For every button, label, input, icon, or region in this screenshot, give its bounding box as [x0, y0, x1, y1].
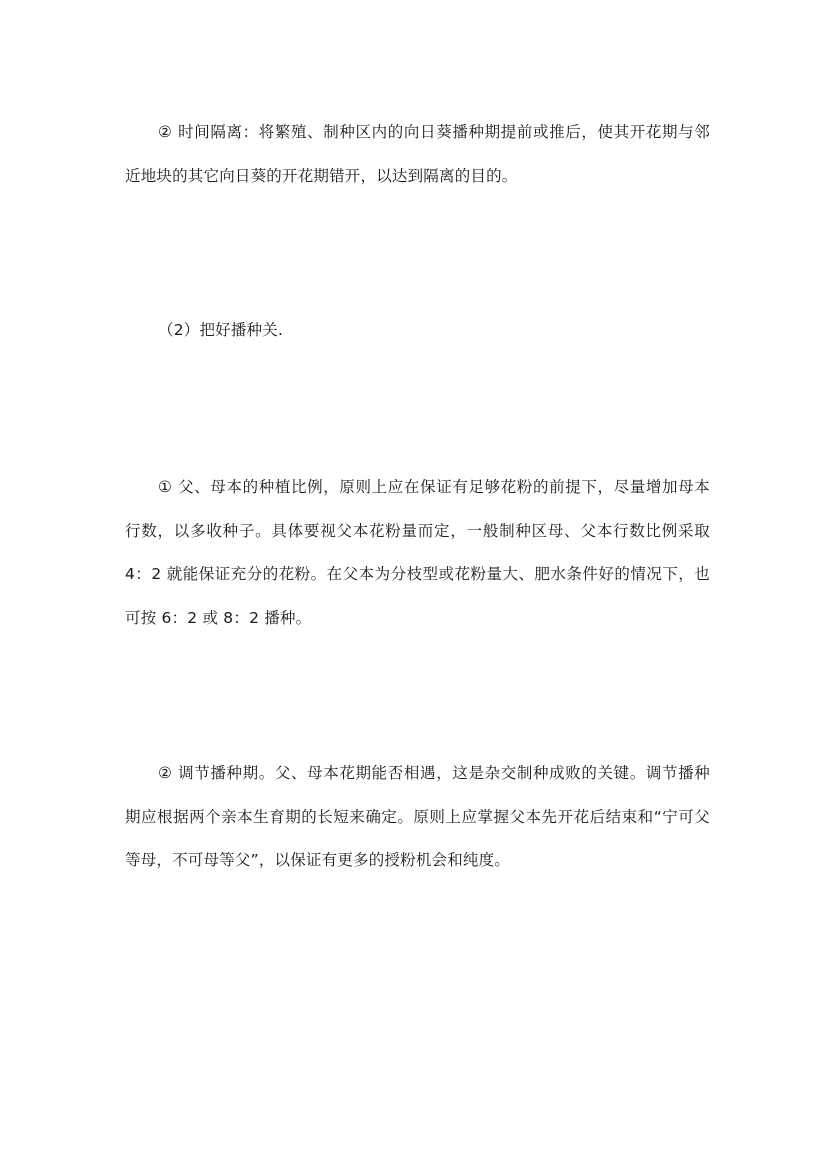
paragraph-sowing-timing: ② 调节播种期。父、母本花期能否相遇，这是杂交制种成败的关键。调节播种期应根据两个亲本生育期的长短来确定。原则上应掌握父本先开花后结束和“宁可父等母，不可母等父”，以保证有更多的授粉机会和纯度。 [125, 764, 710, 869]
paragraph-time-isolation: ② 时间隔离：将繁殖、制种区内的向日葵播种期提前或推后，使其开花期与邻近地块的其它向日葵的开花期错开，以达到隔离的目的。 [125, 123, 710, 185]
paragraph-planting-ratio: ① 父、母本的种植比例，原则上应在保证有足够花粉的前提下，尽量增加母本行数，以多收种子。具体要视父本花粉量而定，一般制种区母、父本行数比例采取 4：2 就能保证充分的花粉。在父本为分枝型或花粉量大、肥水条件好的情况下，也可按 6：2 或 8：2 播种。 [125, 478, 710, 627]
paragraph-sowing-heading: （2）把好播种关. [158, 321, 284, 339]
